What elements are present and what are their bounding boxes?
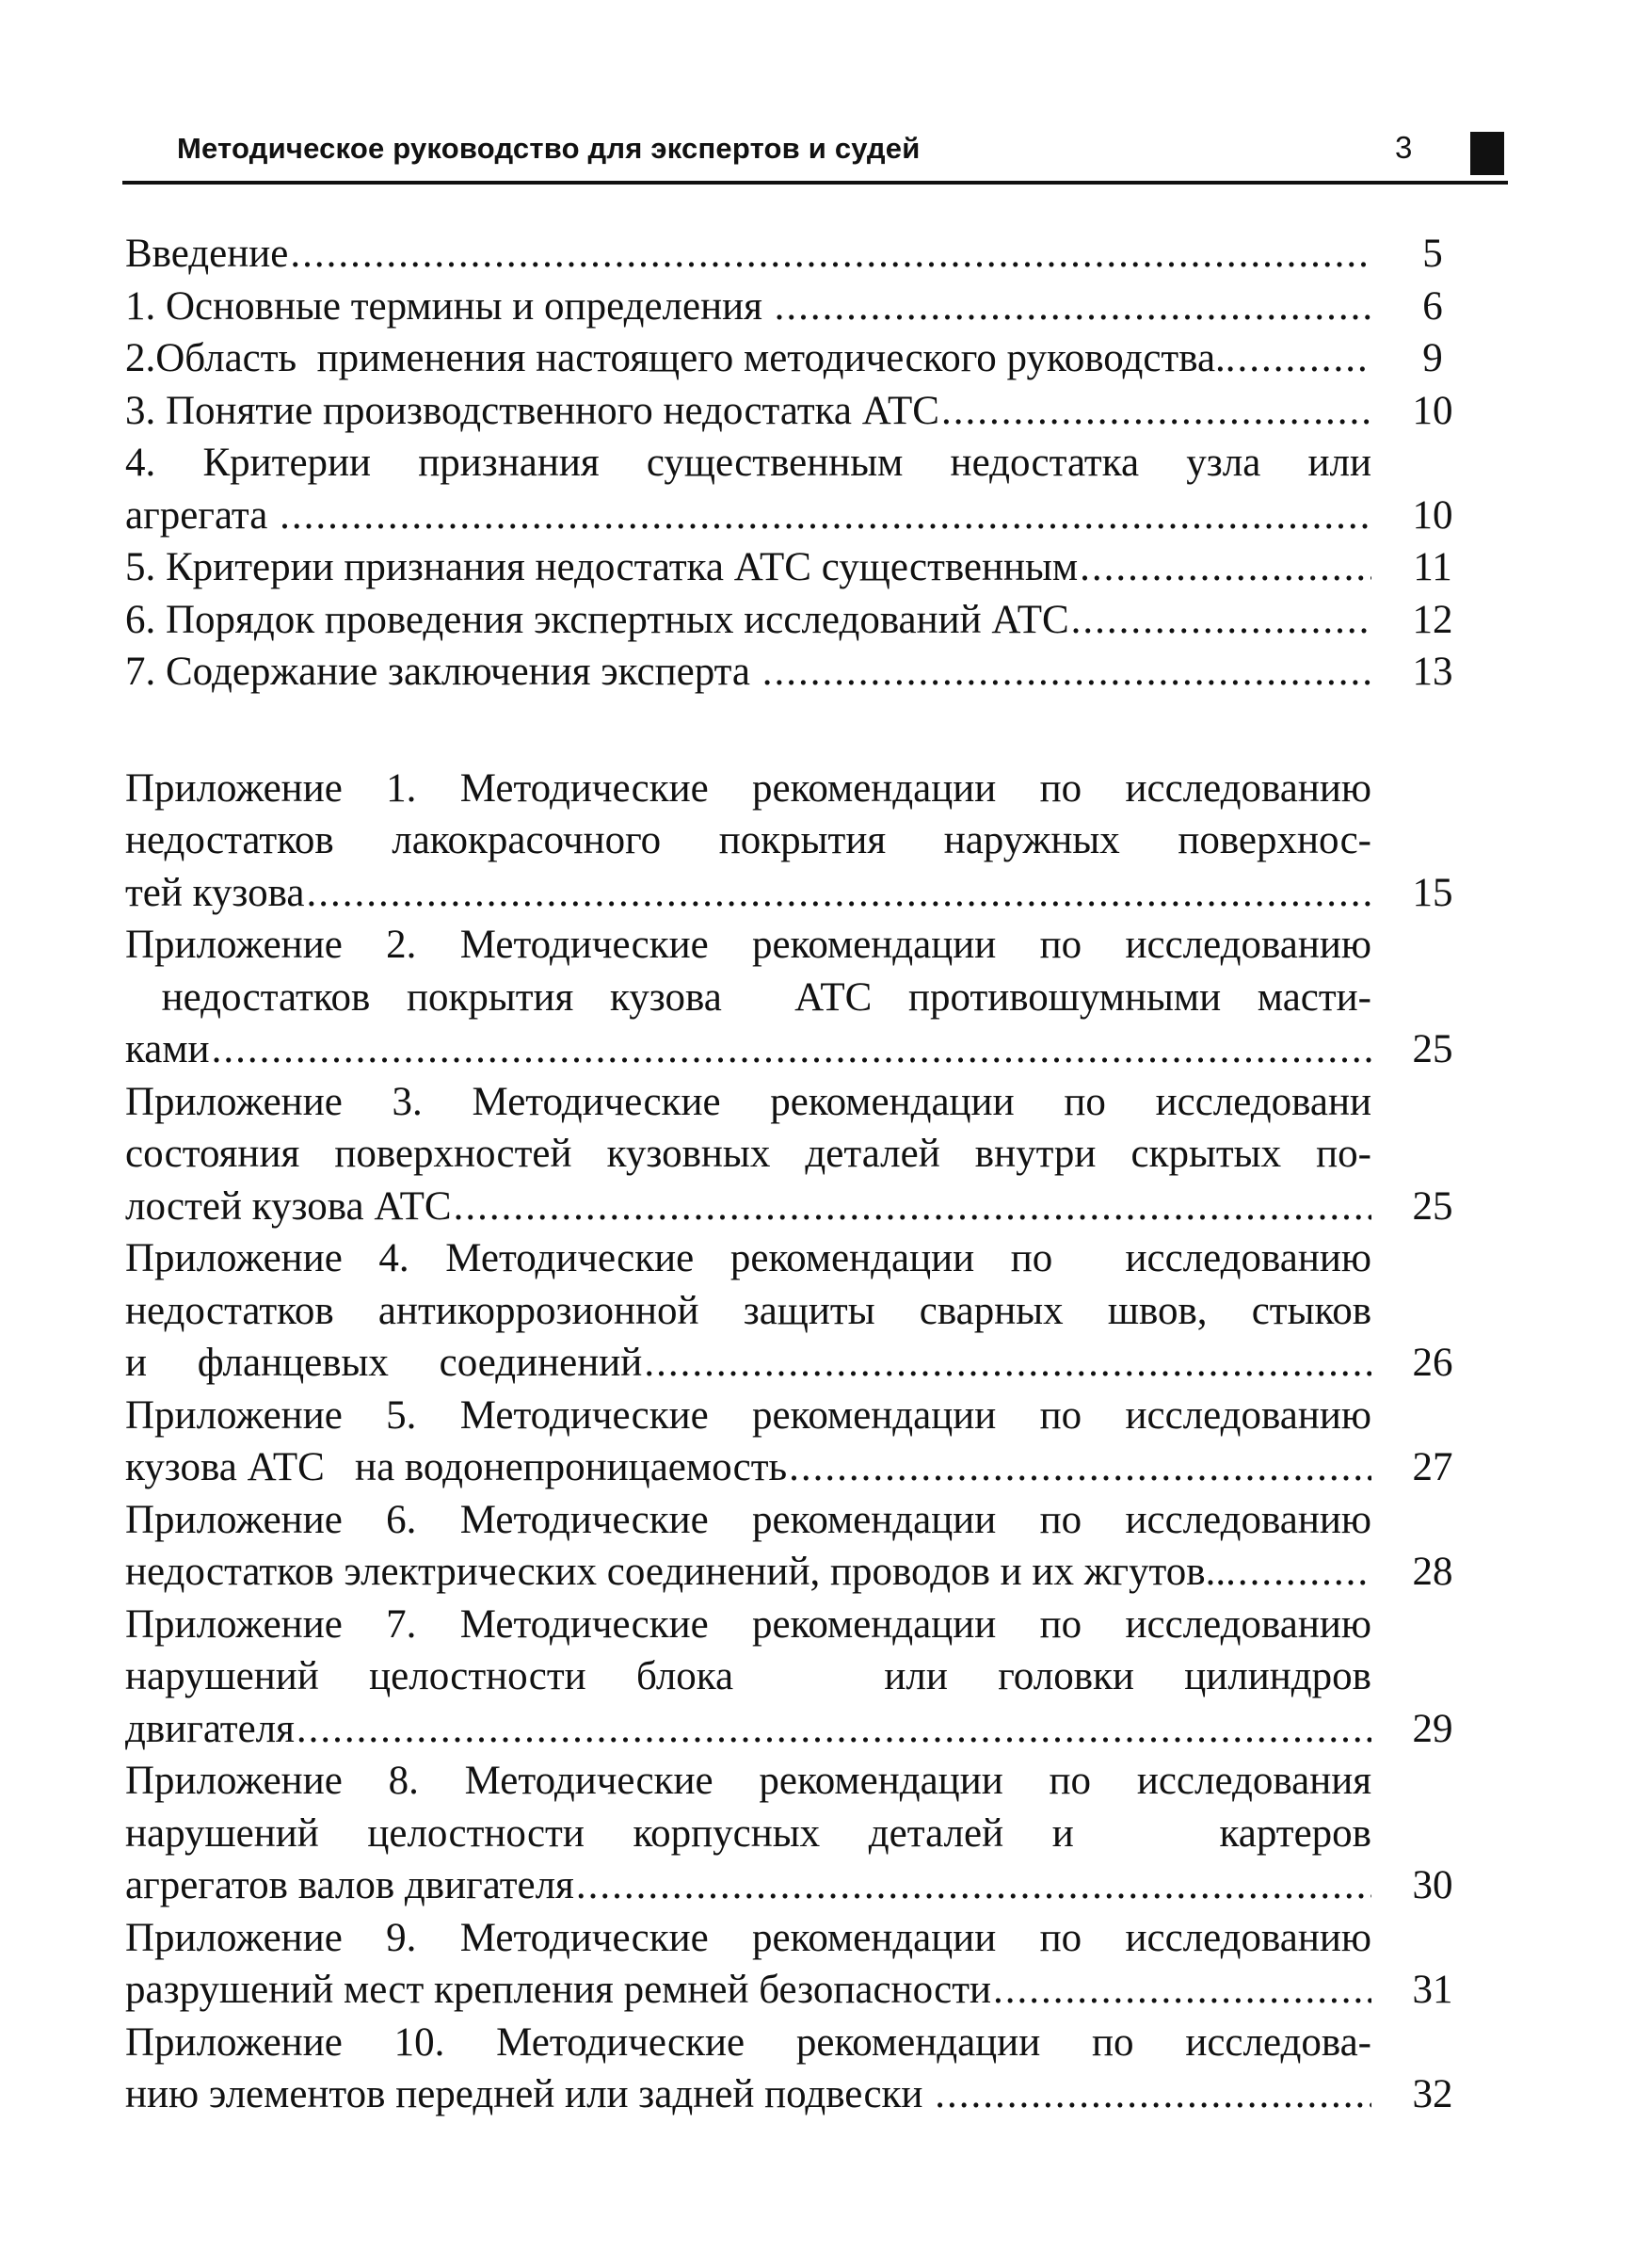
toc-page-number: 10 <box>1412 492 1453 538</box>
toc-dot-leader <box>306 867 1371 920</box>
toc-page-number: 6 <box>1422 283 1443 329</box>
toc-gap <box>125 699 1471 763</box>
toc-entry-line <box>125 385 1371 438</box>
toc-dot-leader <box>935 2068 1371 2121</box>
toc-dot-leader <box>775 281 1371 333</box>
toc-entry-line <box>125 1859 1371 1912</box>
toc-entry-text: Приложение 10. Методические рекомендации по исследова- <box>125 2019 1371 2065</box>
toc-entry-line <box>125 1285 1371 1338</box>
toc-entry-text: 4. Критерии признания существенным недостатка узла или <box>125 441 1371 485</box>
toc-page-number: 25 <box>1412 1183 1453 1229</box>
toc-appendix-entry <box>125 1494 1471 1599</box>
toc-sections <box>125 228 1471 699</box>
toc-section-entry <box>125 228 1471 281</box>
toc-page-number: 25 <box>1412 1027 1453 1071</box>
header-page-number: 3 <box>1395 130 1413 165</box>
toc-dot-leader <box>454 1181 1371 1233</box>
toc-entry-text: разрушений мест крепления ремней безопасности <box>125 1968 992 2012</box>
toc-entry-text: 7. Содержание заключения эксперта <box>125 650 761 694</box>
toc-entry-text: состояния поверхностей кузовных деталей внутри скрытых по- <box>125 1132 1371 1176</box>
toc-entry-text: Приложение 3. Методические рекомендации по исследовани <box>125 1079 1371 1124</box>
toc-appendix-entry <box>125 1076 1471 1233</box>
toc-entry-text: Приложение 2. Методические рекомендации по исследованию <box>125 923 1371 967</box>
toc-entry-text: 1. Основные термины и определения <box>125 283 773 329</box>
toc-appendix-entry <box>125 919 1471 1076</box>
toc-dot-leader <box>1238 1546 1371 1599</box>
toc-page-number: 26 <box>1412 1341 1453 1385</box>
toc-entry-line <box>125 2068 1371 2121</box>
toc-entry-text: 3. Понятие производственного недостатка АТС <box>125 388 939 433</box>
toc-entry-text: Введение <box>125 232 289 276</box>
toc-entry-text: нарушений целостности блока или головки цилиндров <box>125 1654 1371 1698</box>
toc-entry-text: Приложение 6. Методические рекомендации по исследованию <box>125 1497 1371 1542</box>
toc-entry-text: недостатков антикоррозионной защиты сварных швов, стыков <box>125 1288 1371 1333</box>
toc-dot-leader <box>762 646 1371 699</box>
toc-entry-line <box>125 1546 1371 1599</box>
toc-section-entry <box>125 437 1471 541</box>
toc-entry-line <box>125 763 1371 815</box>
toc-entry-line <box>125 1599 1371 1651</box>
toc-dot-leader <box>941 385 1371 438</box>
toc-page-number: 28 <box>1412 1550 1453 1594</box>
toc-page-number: 10 <box>1412 388 1453 433</box>
toc-entry-line <box>125 1964 1371 2017</box>
toc-page-number: 12 <box>1412 597 1453 642</box>
toc-entry-text: лостей кузова АТС <box>125 1183 452 1229</box>
toc-entry-line <box>125 1808 1371 1860</box>
toc-appendix-entry <box>125 1232 1471 1390</box>
toc-entry-line <box>125 1076 1371 1129</box>
toc-page-number: 9 <box>1422 336 1443 380</box>
toc-page-number: 29 <box>1412 1706 1453 1751</box>
header-rule <box>122 181 1508 185</box>
toc-entry-text: 6. Порядок проведения экспертных исследований АТС <box>125 597 1069 642</box>
toc-page-number: 32 <box>1412 2072 1453 2116</box>
toc-dot-leader <box>789 1441 1371 1494</box>
toc-entry-line <box>125 1650 1371 1703</box>
running-header <box>122 121 1517 177</box>
toc-page-number: 15 <box>1412 870 1453 915</box>
toc-entry-line <box>125 919 1371 972</box>
toc-entry-text: агрегатов валов двигателя <box>125 1863 574 1907</box>
toc-appendices <box>125 763 1471 2121</box>
toc-dot-leader <box>576 1859 1371 1912</box>
toc-entry-line <box>125 814 1371 867</box>
toc-entry-line <box>125 2017 1371 2069</box>
toc-entry-line <box>125 1023 1371 1076</box>
toc-dot-leader <box>644 1337 1371 1390</box>
toc-entry-line <box>125 867 1371 920</box>
toc-page-number: 31 <box>1412 1968 1453 2012</box>
toc-entry-text: двигателя <box>125 1706 295 1751</box>
toc-appendix-entry <box>125 1912 1471 2017</box>
toc-entry-line <box>125 228 1371 281</box>
toc-entry-line <box>125 1181 1371 1233</box>
toc-entry-text: недостатков покрытия кузова АТС противошумными масти- <box>125 974 1371 1020</box>
toc-entry-text: 2.Область применения настоящего методического руководства.. <box>125 336 1236 380</box>
toc-entry-text: и фланцевых соединений <box>125 1341 643 1385</box>
toc-dot-leader <box>290 228 1371 281</box>
header-thumb-mark <box>1470 132 1504 175</box>
toc-section-entry <box>125 541 1471 594</box>
toc-entry-line <box>125 541 1371 594</box>
toc-section-entry <box>125 594 1471 647</box>
toc-appendix-entry <box>125 763 1471 920</box>
toc-entry-line <box>125 281 1371 333</box>
toc-dot-leader <box>280 490 1371 542</box>
header-title: Методическое руководство для экспертов и судей <box>177 132 921 165</box>
toc-entry-text: тей кузова <box>125 870 305 915</box>
toc-appendix-entry <box>125 1599 1471 1756</box>
toc-dot-leader <box>1080 541 1371 594</box>
toc-page-number: 5 <box>1422 232 1443 276</box>
toc-entry-line <box>125 1703 1371 1756</box>
toc-entry-line <box>125 1128 1371 1181</box>
toc-entry-text: нию элементов передней или задней подвески <box>125 2072 934 2116</box>
toc-section-entry <box>125 385 1471 438</box>
toc-entry-line <box>125 1494 1371 1547</box>
toc-entry-text: недостатков лакокрасочного покрытия наружных поверхнос- <box>125 818 1371 862</box>
toc-entry-text: агрегата <box>125 492 279 538</box>
toc-entry-line <box>125 437 1371 490</box>
toc-entry-line <box>125 490 1371 542</box>
toc-appendix-entry <box>125 1390 1471 1494</box>
toc-entry-text: недостатков электрических соединений, проводов и их жгутов... <box>125 1550 1236 1594</box>
toc-dot-leader <box>1071 594 1371 647</box>
toc-entry-text: Приложение 5. Методические рекомендации по исследованию <box>125 1392 1371 1438</box>
toc-entry-text: Приложение 4. Методические рекомендации по исследованию <box>125 1236 1371 1280</box>
toc-entry-text: нарушений целостности корпусных деталей и картеров <box>125 1810 1371 1856</box>
toc-section-entry <box>125 646 1471 699</box>
toc-entry-line <box>125 332 1371 385</box>
toc-entry-line <box>125 972 1371 1024</box>
table-of-contents <box>125 228 1471 2121</box>
toc-section-entry <box>125 332 1471 385</box>
toc-entry-text: ками <box>125 1027 210 1071</box>
toc-dot-leader <box>297 1703 1371 1756</box>
toc-entry-line <box>125 646 1371 699</box>
toc-page-number: 27 <box>1412 1445 1453 1489</box>
toc-entry-line <box>125 1232 1371 1285</box>
toc-page-number: 11 <box>1413 545 1452 589</box>
toc-entry-text: Приложение 7. Методические рекомендации по исследованию <box>125 1601 1371 1647</box>
toc-dot-leader <box>993 1964 1371 2017</box>
toc-entry-text: Приложение 8. Методические рекомендации по исследования <box>125 1759 1371 1803</box>
toc-entry-line <box>125 1912 1371 1965</box>
toc-entry-line <box>125 1441 1371 1494</box>
toc-dot-leader <box>1238 332 1371 385</box>
toc-entry-line <box>125 594 1371 647</box>
toc-entry-text: Приложение 1. Методические рекомендации по исследованию <box>125 765 1371 811</box>
toc-page-number: 13 <box>1412 650 1453 694</box>
toc-appendix-entry <box>125 1755 1471 1912</box>
toc-dot-leader <box>212 1023 1371 1076</box>
toc-page-number: 30 <box>1412 1863 1453 1907</box>
toc-entry-text: Приложение 9. Методические рекомендации по исследованию <box>125 1915 1371 1960</box>
toc-entry-text: 5. Критерии признания недостатка АТС существенным <box>125 545 1079 589</box>
toc-entry-line <box>125 1390 1371 1442</box>
toc-appendix-entry <box>125 2017 1471 2121</box>
toc-section-entry <box>125 281 1471 333</box>
toc-entry-line <box>125 1337 1371 1390</box>
toc-entry-text: кузова АТС на водонепроницаемость <box>125 1445 788 1489</box>
toc-entry-line <box>125 1755 1371 1808</box>
